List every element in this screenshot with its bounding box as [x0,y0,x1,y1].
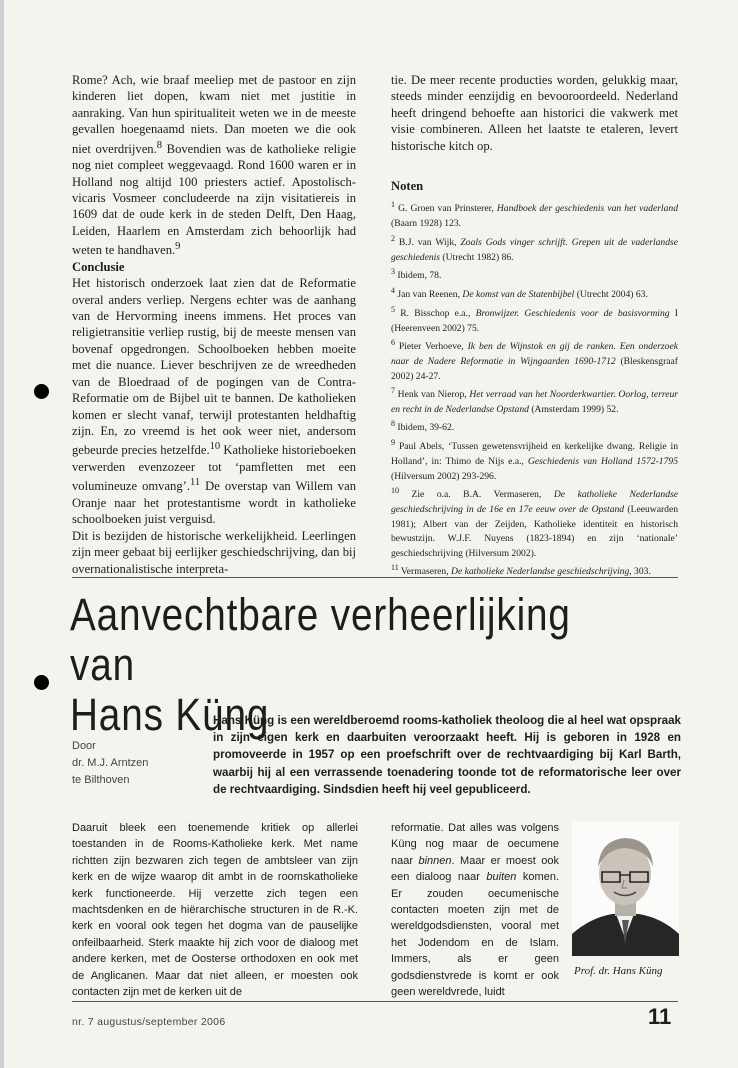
footnote: $^9$ Paul Abels, ‘Tussen gewetensvrijheid en kerkelijke dwang. Religie in Holland’, in: Thimo de Nijs e.a., Geschiedenis van Holland 1572-1795 (Hilversum 2002) 293-296. [391,438,678,482]
notes-list [391,198,678,580]
footnote: $^4$ Jan van Reenen, De komst van de Statenbijbel (Utrecht 2004) 63. [391,285,648,301]
article-title: Aanvechtbare verheerlijking van Hans Küng [70,589,571,740]
footnote: $^2$ B.J. van Wijk, Zoals Gods vinger schrijft. Grepen uit de vaderlandse geschiedenis (Utrecht 1982) 86. [391,233,678,263]
article-intro: Hans Küng is een wereldberoemd rooms-katholiek theoloog die al heel wat opspraak in zijn eigen kerk en daarbuiten veroorzaakt heeft. Hij is geboren in 1928 en promoveerde in 1957 op een proefschrift over de rechtvaardiging bij Karl Barth, waarbij hij al een verrassende toenadering toonde tot de reformatorische leer over de rechtvaardiging. Sindsdien heeft hij veel gepubliceerd. [213,714,681,796]
page-edge [0,0,4,1068]
footnote: $^7$ Henk van Nierop, Het verraad van het Noorderkwartier. Oorlog, terreur en recht in de Nederlandse Opstand (Amsterdam 1999) 52. [391,386,678,415]
photo-caption: Prof. dr. Hans Küng [574,965,663,977]
footnote: $^{10}$ Zie o.a. B.A. Vermaseren, De katholieke Nederlandse geschiedschrijving in de 16e en 17e eeuw over de Opstand (Leeuwarden 1981); Albert van der Zeijden, Katholieke identiteit en historisch bewustzijn. W.J.F. Nuyens (1823-1894) en zijn ‘nationale’ geschiedschrijving (Hilversum 2002). [391,486,678,559]
bullet-dot [34,675,49,690]
paragraph: Daaruit bleek een toenemende kritiek op allerlei toestanden in de Rooms-Katholieke kerk. Met name richtten zijn bezwaren zich tegen de ambtsleer van zijn kerk en de wijze waarop dit ambt in de roomskatholieke kerk functioneerde. Hij verzette zich tegen een machtsdenken en de hiërarchische structuren in de R.-K. kerk en vooral ook tegen het dogma van de pauselijke onfeilbaarheid. Sterk maakte hij zich voor de dialoog met andere kerken, met de Oosterse orthodoxen en ook met de Anglicanen. Maar dat niet alleen, er moesten ook contacten zijn met de kerken uit de [72,822,358,999]
issue-label: nr. 7 augustus/september 2006 [72,1016,226,1028]
divider [72,577,678,578]
notes-heading: Noten [391,179,424,194]
footer-rule [72,1001,678,1002]
section-heading: Conclusie [72,259,125,274]
footnote: $^6$ Pieter Verhoeve, Ik ben de Wijnstok en gij de ranken. Een onderzoek naar de Nadere Reformatie in Wijngaarden 1690-1712 (Bleskensgraaf 2002) 24-27. [391,338,678,382]
footnote-ref[interactable]: 8 [156,139,162,151]
paragraph: Het historisch onderzoek laat zien dat de Reformatie overal anders verliep. Nergens echter was de aanhang van de Hervorming ineens immens. Het proces van religietransitie verliep rustig, bij de meeste mensen van bovenaf opgedrongen. Schoolboeken hebben moeite met die nuance. Liever beschrijven ze de wreedheden van de Bloedraad of de pogingen van de Contra-Reformatie om de Bijbel uit te bannen. De katholieken komen er slecht vanaf, terwijl protestanten heldhaftig zijn. En, zo vreemd is het ook weer niet, andersom gebeurde precies hetzelfde.$^{10}$ Katholieke historieboeken verwerden evenzozeer tot ‘pamfletten met een volumineuze omvang’.$^{11}$ De overstap van Willem van Oranje naar het protestantisme wordt in katholieke schoolboeken juist verguisd. [72,276,356,527]
column-top-left [72,72,356,577]
paragraph: reformatie. Dat alles was volgens Küng nog maar de oecumene naar binnen. Maar er moest ook een dialoog naar buiten komen. Er zouden oecumenische contacten moeten zijn met de wereldgodsdiensten, vooral met het Jodendom en de Islam. Immers, als er geen godsdienstvrede is komt er ook geen wereldvrede, luidt [391,822,559,999]
footnote-ref[interactable]: 10 [209,441,221,453]
column-bottom-left [72,820,358,1000]
footnote-ref[interactable]: 9 [175,241,181,253]
footnote: $^1$ G. Groen van Prinsterer, Handboek der geschiedenis van het vaderland (Baarn 1928) 123. [391,200,678,230]
bullet-dot [34,384,49,399]
footnote-ref[interactable]: 11 [190,477,201,489]
portrait-photo [572,822,679,956]
footnote: $^5$ R. Bisschop e.a., Bronwijzer. Geschiedenis voor de basisvorming I (Heerenveen 2002) 75. [391,304,678,334]
column-top-right [391,72,678,580]
page-number: 11 [648,1004,672,1029]
footnote: $^8$ Ibidem, 39-62. [391,419,455,434]
paragraph: Dit is bezijden de historische werkelijkheid. Leerlingen zijn meer gebaat bij eerlijker geschiedschrijving, dan bij overnationalistische interpreta- [72,528,356,576]
paragraph: tie. De meer recente producties worden, gelukkig maar, steeds minder eenzijdig en bevooroordeeld. Nederland heeft dringend behoefte aan historici die vakwerk met visie combineren. Alleen het laatste te etaleren, levert historische kitch op. [391,73,678,153]
portrait-photo-image [572,822,679,956]
footnote: $^3$ Ibidem, 78. [391,267,442,282]
paragraph: Rome? Ach, wie braaf meeliep met de pastoor en zijn kinderen liet dopen, kwam niet met justitie in aanraking. Van hun spiritualiteit weten we in de meeste gevallen hoegenaamd niets. Dan moeten we die ook niet overdrijven.$^8$ Bovendien was de katholieke religie nog niet compleet weggevaagd. Rond 1600 waren er in Holland nog altijd 100 priesters actief. Apostolisch-vicaris Vosmeer concludeerde na zijn visitatiereis in 1609 dat de oude kerk in de steden Delft, Den Haag, Leiden, Haarlem en Amsterdam zich behoorlijk had weten te handhaven.$^9$ [72,73,356,258]
byline: Door dr. M.J. Arntzen te Bilthoven [72,740,149,786]
column-bottom-right [391,820,559,1000]
footnote: $^{11}$ Vermaseren, De katholieke Nederlandse geschiedschrijving, 303. [391,563,651,578]
